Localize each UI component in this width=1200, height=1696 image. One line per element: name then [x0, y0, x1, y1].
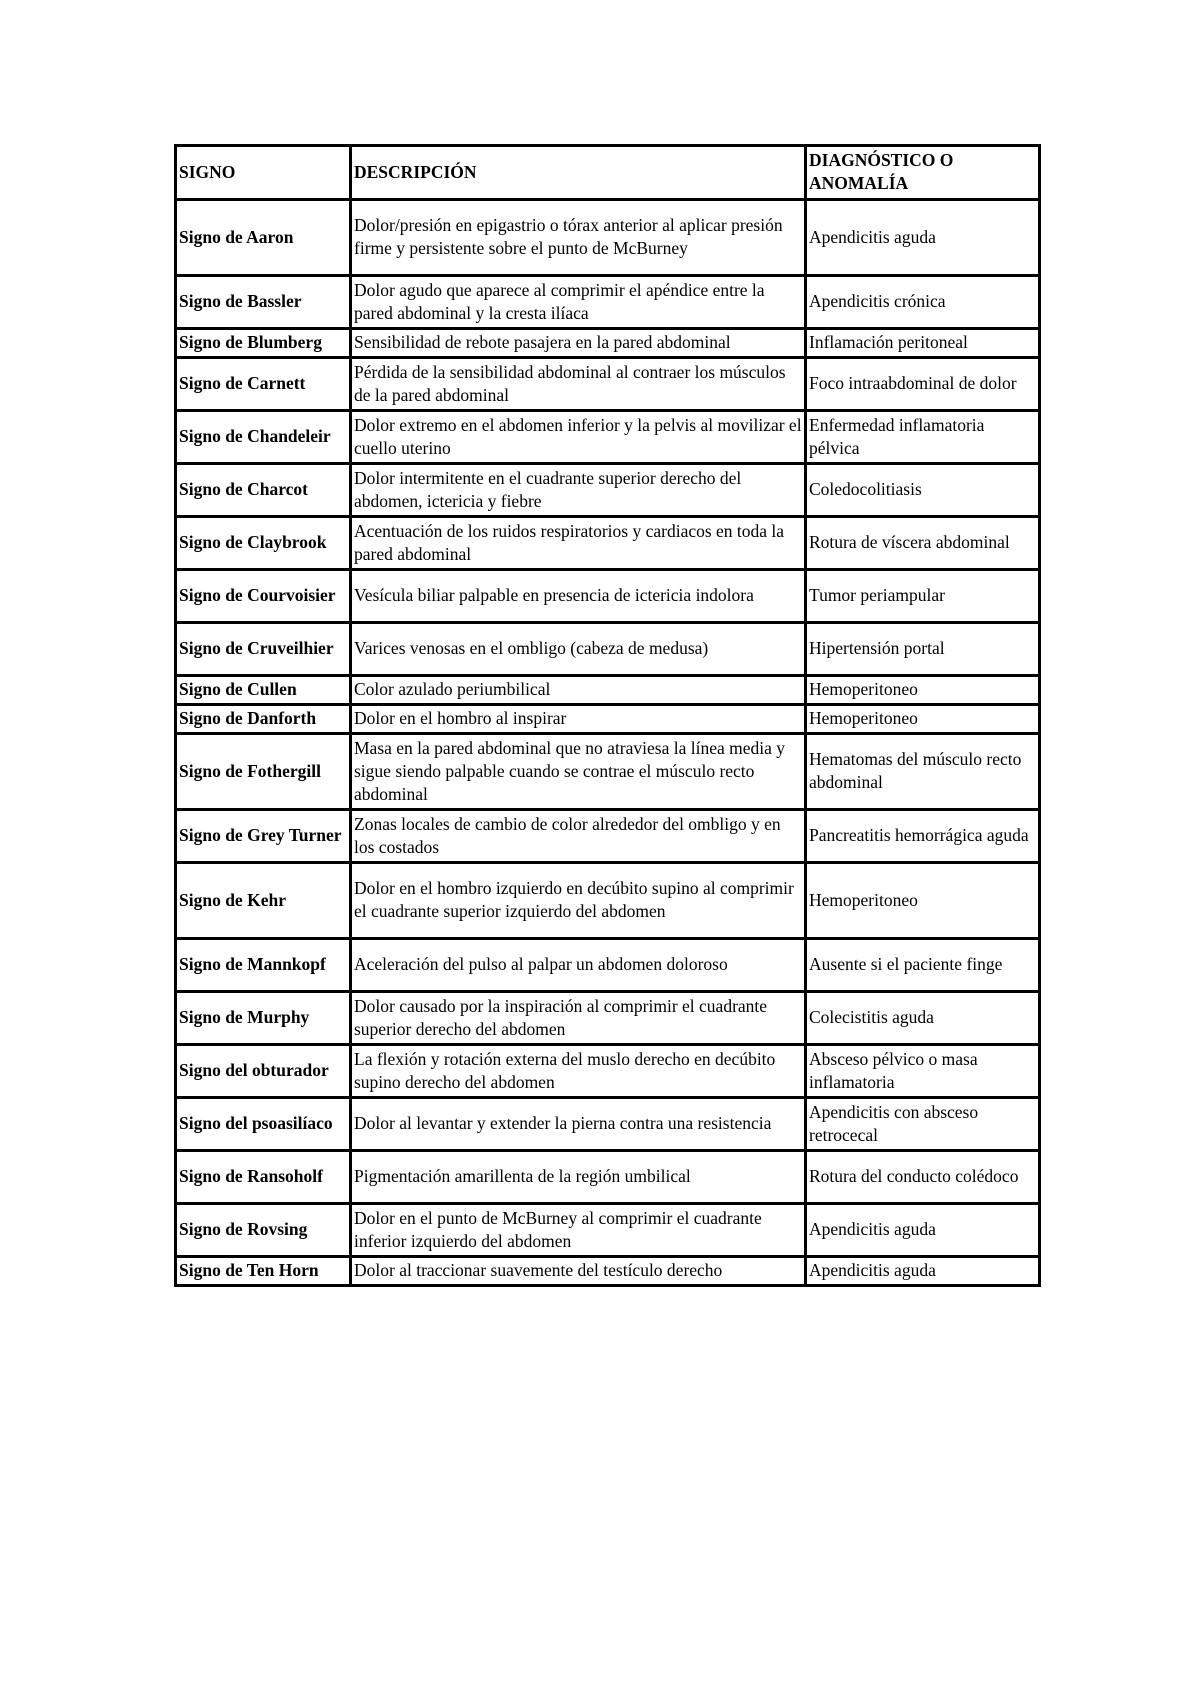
table-row [176, 623, 1040, 676]
sign-name: Signo de Bassler [176, 276, 351, 329]
sign-diagnosis: Coledocolitiasis [806, 464, 1040, 517]
table-row [176, 1151, 1040, 1204]
sign-diagnosis: Foco intraabdominal de dolor [806, 358, 1040, 411]
sign-diagnosis: Hemoperitoneo [806, 705, 1040, 734]
sign-description: Dolor extremo en el abdomen inferior y la pelvis al movilizar el cuello uterino [351, 411, 806, 464]
sign-name: Signo de Rovsing [176, 1204, 351, 1257]
sign-diagnosis: Apendicitis aguda [806, 1204, 1040, 1257]
sign-description: Dolor al levantar y extender la pierna contra una resistencia [351, 1098, 806, 1151]
table-row [176, 1204, 1040, 1257]
sign-diagnosis: Pancreatitis hemorrágica aguda [806, 810, 1040, 863]
table-row [176, 464, 1040, 517]
sign-description: Dolor agudo que aparece al comprimir el apéndice entre la pared abdominal y la cresta ilíaca [351, 276, 806, 329]
sign-name: Signo del obturador [176, 1045, 351, 1098]
sign-name: Signo de Claybrook [176, 517, 351, 570]
table-row [176, 1257, 1040, 1286]
sign-name: Signo del psoasilíaco [176, 1098, 351, 1151]
table-row [176, 329, 1040, 358]
sign-description: Pérdida de la sensibilidad abdominal al contraer los músculos de la pared abdominal [351, 358, 806, 411]
sign-name: Signo de Mannkopf [176, 939, 351, 992]
table-row [176, 1098, 1040, 1151]
sign-diagnosis: Hemoperitoneo [806, 863, 1040, 939]
header-signo: SIGNO [176, 146, 351, 200]
sign-description: Dolor intermitente en el cuadrante superior derecho del abdomen, ictericia y fiebre [351, 464, 806, 517]
sign-name: Signo de Aaron [176, 200, 351, 276]
sign-description: Varices venosas en el ombligo (cabeza de medusa) [351, 623, 806, 676]
table-row [176, 939, 1040, 992]
sign-diagnosis: Apendicitis con absceso retrocecal [806, 1098, 1040, 1151]
sign-diagnosis: Apendicitis crónica [806, 276, 1040, 329]
sign-name: Signo de Grey Turner [176, 810, 351, 863]
sign-diagnosis: Hipertensión portal [806, 623, 1040, 676]
sign-description: Masa en la pared abdominal que no atraviesa la línea media y sigue siendo palpable cuando se contrae el músculo recto abdominal [351, 734, 806, 810]
sign-name: Signo de Blumberg [176, 329, 351, 358]
sign-diagnosis: Colecistitis aguda [806, 992, 1040, 1045]
table-row [176, 676, 1040, 705]
signs-table [174, 144, 1041, 1287]
sign-name: Signo de Courvoisier [176, 570, 351, 623]
sign-description: Aceleración del pulso al palpar un abdomen doloroso [351, 939, 806, 992]
sign-name: Signo de Cullen [176, 676, 351, 705]
sign-description: La flexión y rotación externa del muslo derecho en decúbito supino derecho del abdomen [351, 1045, 806, 1098]
sign-name: Signo de Charcot [176, 464, 351, 517]
sign-diagnosis: Apendicitis aguda [806, 1257, 1040, 1286]
sign-diagnosis: Hematomas del músculo recto abdominal [806, 734, 1040, 810]
table-row [176, 517, 1040, 570]
table-row [176, 705, 1040, 734]
sign-name: Signo de Ten Horn [176, 1257, 351, 1286]
sign-name: Signo de Fothergill [176, 734, 351, 810]
sign-description: Dolor en el hombro al inspirar [351, 705, 806, 734]
table-row [176, 863, 1040, 939]
sign-description: Zonas locales de cambio de color alrededor del ombligo y en los costados [351, 810, 806, 863]
sign-description: Vesícula biliar palpable en presencia de ictericia indolora [351, 570, 806, 623]
table-row [176, 1045, 1040, 1098]
sign-diagnosis: Hemoperitoneo [806, 676, 1040, 705]
sign-description: Dolor causado por la inspiración al comprimir el cuadrante superior derecho del abdomen [351, 992, 806, 1045]
sign-diagnosis: Apendicitis aguda [806, 200, 1040, 276]
table-row [176, 358, 1040, 411]
table-row [176, 411, 1040, 464]
sign-description: Acentuación de los ruidos respiratorios y cardiacos en toda la pared abdominal [351, 517, 806, 570]
table-row [176, 992, 1040, 1045]
sign-description: Sensibilidad de rebote pasajera en la pared abdominal [351, 329, 806, 358]
sign-name: Signo de Danforth [176, 705, 351, 734]
sign-name: Signo de Ransoholf [176, 1151, 351, 1204]
sign-diagnosis: Inflamación peritoneal [806, 329, 1040, 358]
sign-diagnosis: Rotura del conducto colédoco [806, 1151, 1040, 1204]
sign-diagnosis: Rotura de víscera abdominal [806, 517, 1040, 570]
sign-description: Dolor en el punto de McBurney al comprimir el cuadrante inferior izquierdo del abdomen [351, 1204, 806, 1257]
sign-diagnosis: Tumor periampular [806, 570, 1040, 623]
table-row [176, 570, 1040, 623]
table-header-row [176, 146, 1040, 200]
table-row [176, 276, 1040, 329]
sign-diagnosis: Absceso pélvico o masa inflamatoria [806, 1045, 1040, 1098]
sign-description: Color azulado periumbilical [351, 676, 806, 705]
sign-name: Signo de Cruveilhier [176, 623, 351, 676]
sign-description: Dolor/presión en epigastrio o tórax anterior al aplicar presión firme y persistente sobre el punto de McBurney [351, 200, 806, 276]
table-row [176, 810, 1040, 863]
header-diagnostico: DIAGNÓSTICO O ANOMALÍA [806, 146, 1040, 200]
sign-diagnosis: Ausente si el paciente finge [806, 939, 1040, 992]
sign-description: Dolor al traccionar suavemente del testículo derecho [351, 1257, 806, 1286]
sign-name: Signo de Kehr [176, 863, 351, 939]
sign-name: Signo de Carnett [176, 358, 351, 411]
table-row [176, 734, 1040, 810]
sign-diagnosis: Enfermedad inflamatoria pélvica [806, 411, 1040, 464]
sign-description: Dolor en el hombro izquierdo en decúbito supino al comprimir el cuadrante superior izquierdo del abdomen [351, 863, 806, 939]
sign-name: Signo de Chandeleir [176, 411, 351, 464]
sign-name: Signo de Murphy [176, 992, 351, 1045]
table-row [176, 200, 1040, 276]
sign-description: Pigmentación amarillenta de la región umbilical [351, 1151, 806, 1204]
header-descripcion: DESCRIPCIÓN [351, 146, 806, 200]
